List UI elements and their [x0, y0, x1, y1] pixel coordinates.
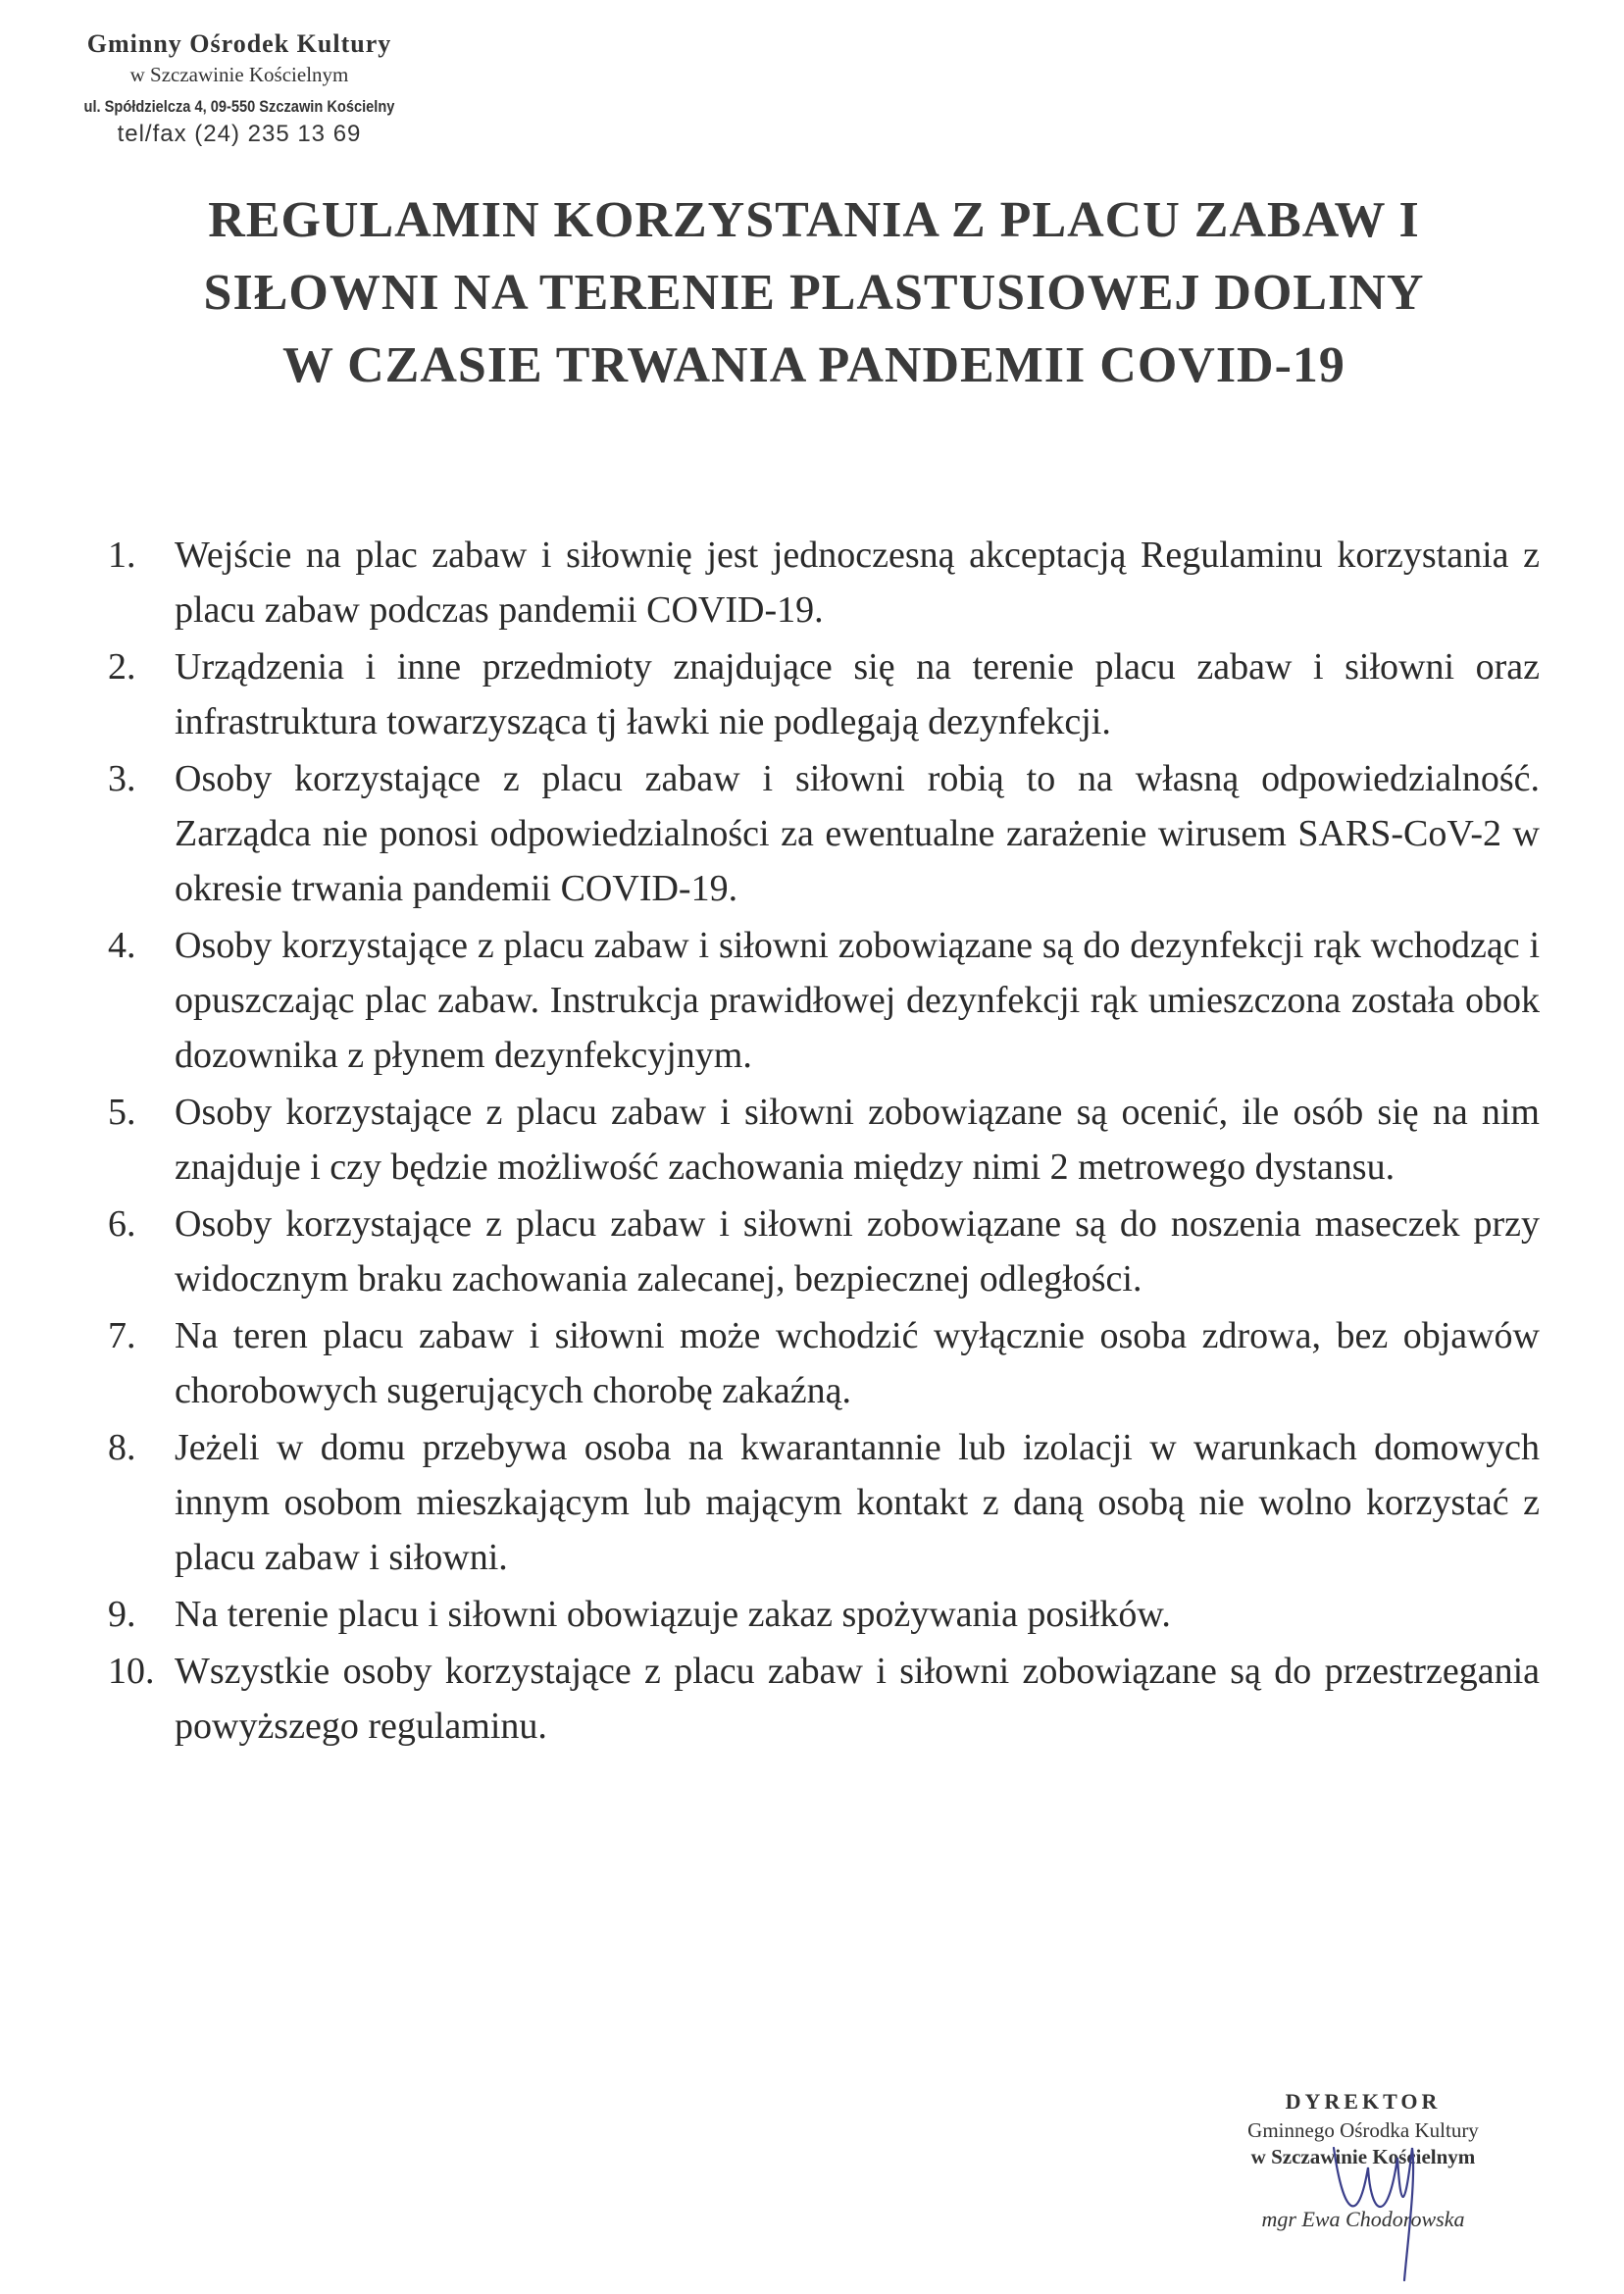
rule-text: Osoby korzystające z placu zabaw i siłowni zobowiązane są do noszenia maseczek przy widocznym braku zachowania zalecanej, bezpiecznej odległości.	[175, 1203, 1540, 1300]
rule-text: Wszystkie osoby korzystające z placu zabaw i siłowni zobowiązane są do przestrzegania powyższego regulaminu.	[175, 1651, 1540, 1747]
rule-item	[108, 1420, 1540, 1585]
rule-text: Wejście na plac zabaw i siłownię jest jednoczesną akceptacją Regulaminu korzystania z placu zabaw podczas pandemii COVID-19.	[175, 535, 1540, 631]
stamp-line-location: w Szczawinie Kościelnym	[129, 63, 349, 86]
rule-number: 2.	[108, 646, 136, 688]
stamp-line-phone: tel/fax (24) 235 13 69	[117, 121, 362, 147]
signature-name: mgr Ewa Chodorowska	[1261, 2207, 1465, 2231]
document-title	[59, 184, 1569, 402]
title-line-3: W CZASIE TRWANIA PANDEMII COVID-19	[282, 337, 1345, 393]
rule-number: 6.	[108, 1203, 136, 1245]
rule-item	[108, 1308, 1540, 1418]
signature-org-line-1: Gminnego Ośrodka Kultury	[1247, 2118, 1479, 2142]
rule-text: Osoby korzystające z placu zabaw i siłowni robią to na własną odpowiedzialność. Zarządca nie ponosi odpowiedzialności za ewentualne zarażenie wirusem SARS-CoV-2 w okresie trwania pandemii COVID-19.	[175, 758, 1540, 909]
signature-role: DYREKTOR	[1285, 2089, 1442, 2114]
rule-number: 9.	[108, 1594, 136, 1635]
rule-item	[108, 1644, 1540, 1754]
rule-item	[108, 528, 1540, 637]
rule-text: Urządzenia i inne przedmioty znajdujące się na terenie placu zabaw i siłowni oraz infrastruktura towarzysząca tj ławki nie podlegają dezynfekcji.	[175, 646, 1540, 742]
institution-stamp	[43, 29, 435, 148]
rule-item	[108, 1587, 1540, 1642]
rule-item	[108, 639, 1540, 749]
rule-number: 1.	[108, 535, 136, 576]
rule-text: Na terenie placu i siłowni obowiązuje zakaz spożywania posiłków.	[175, 1594, 1171, 1635]
title-line-2: SIŁOWNI NA TERENIE PLASTUSIOWEJ DOLINY	[203, 265, 1425, 321]
rule-item	[108, 751, 1540, 916]
stamp-line-address: ul. Spółdzielcza 4, 09-550 Szczawin Kościelny	[83, 97, 395, 116]
rule-number: 5.	[108, 1092, 136, 1133]
title-line-1: REGULAMIN KORZYSTANIA Z PLACU ZABAW I	[208, 192, 1420, 248]
signature-org-line-2: w Szczawinie Kościelnym	[1250, 2145, 1476, 2168]
rule-text: Na teren placu zabaw i siłowni może wchodzić wyłącznie osoba zdrowa, bez objawów chorobowych sugerujących chorobę zakaźną.	[175, 1315, 1540, 1411]
rule-text: Osoby korzystające z placu zabaw i siłowni zobowiązane są do dezynfekcji rąk wchodząc i opuszczając plac zabaw. Instrukcja prawidłowej dezynfekcji rąk umieszczona została obok dozownika z płynem dezynfekcyjnym.	[175, 925, 1540, 1076]
rule-number: 4.	[108, 925, 136, 966]
rule-number: 3.	[108, 758, 136, 799]
rule-item	[108, 1197, 1540, 1306]
rule-number: 8.	[108, 1427, 136, 1468]
rules-list	[108, 528, 1540, 1756]
handwritten-signature-icon	[1314, 2109, 1442, 2285]
stamp-line-name: Gminny Ośrodek Kultury	[86, 29, 392, 58]
rule-item	[108, 918, 1540, 1083]
rule-item	[108, 1085, 1540, 1195]
rule-number: 7.	[108, 1315, 136, 1356]
rule-text: Osoby korzystające z placu zabaw i siłowni zobowiązane są ocenić, ile osób się na nim znajduje i czy będzie możliwość zachowania między nimi 2 metrowego dystansu.	[175, 1092, 1540, 1188]
rule-number: 10.	[108, 1651, 155, 1692]
rule-text: Jeżeli w domu przebywa osoba na kwarantannie lub izolacji w warunkach domowych innym osobom mieszkającym lub mającym kontakt z daną osobą nie wolno korzystać z placu zabaw i siłowni.	[175, 1427, 1540, 1578]
